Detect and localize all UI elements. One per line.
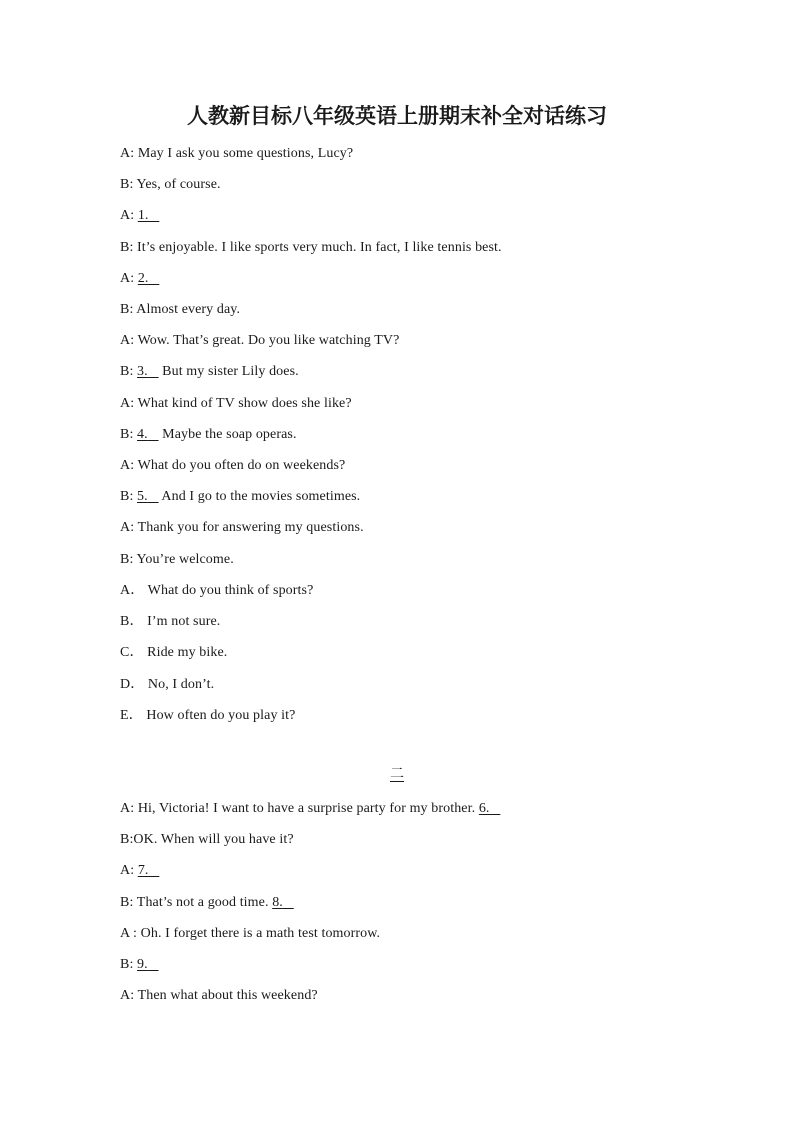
option-item: [120, 612, 220, 632]
dialogue-line: [120, 300, 240, 320]
speaker-label: B:: [120, 239, 134, 255]
dialogue-line: [120, 893, 294, 913]
line-text: May I ask you some questions, Lucy?: [137, 146, 354, 161]
dialogue-line: [120, 206, 159, 226]
page-title: 人教新目标八年级英语上册期末补全对话练习: [187, 103, 607, 128]
dialogue-line: [120, 394, 352, 414]
answer-blank[interactable]: 9.: [137, 957, 148, 972]
line-text-after: But my sister Lily does.: [162, 364, 299, 380]
speaker-label: A:: [120, 146, 135, 161]
option-letter: D．: [120, 676, 145, 692]
answer-blank[interactable]: 2.: [137, 270, 149, 286]
speaker-label: B:: [120, 551, 134, 567]
dialogue-line: [120, 955, 159, 975]
dialogue-line: [120, 238, 502, 258]
dialogue-line: [120, 175, 221, 195]
speaker-label: A:: [120, 395, 135, 411]
option-text: Ride my bike.: [147, 645, 228, 661]
speaker-label: A:: [120, 988, 135, 1004]
line-text: Thank you for answering my questions.: [137, 520, 364, 536]
speaker-label: B:: [120, 302, 134, 317]
option-item: [120, 675, 214, 695]
dialogue-line: [120, 518, 364, 538]
option-text: How often do you play it?: [146, 707, 296, 723]
speaker-label: B:: [120, 426, 134, 442]
answer-blank[interactable]: 5.: [137, 489, 148, 505]
line-text-after: Maybe the soap operas.: [162, 426, 297, 442]
dialogue-line: [120, 550, 234, 570]
answer-blank[interactable]: 8.: [272, 894, 283, 910]
option-item: [120, 581, 313, 601]
line-text: What do you often do on weekends?: [137, 458, 346, 473]
option-text: No, I don’t.: [147, 676, 215, 692]
speaker-label: A:: [120, 270, 135, 286]
option-item: [120, 643, 227, 663]
line-text: Wow. That’s great. Do you like watching TV?: [137, 333, 400, 349]
dialogue-line: [120, 425, 297, 445]
line-text: Oh. I forget there is a math test tomorrow.: [140, 925, 381, 941]
speaker-label: B:: [120, 489, 134, 505]
line-text: Then what about this weekend?: [137, 988, 318, 1004]
section-two-label: 二: [390, 767, 404, 782]
option-letter: E．: [120, 707, 143, 723]
line-text: You’re welcome.: [136, 551, 234, 567]
speaker-label: B:OK.: [120, 832, 158, 848]
speaker-label: B:: [120, 957, 134, 972]
option-item: [120, 706, 295, 726]
option-letter: C．: [120, 645, 144, 661]
speaker-label: B:: [120, 177, 134, 193]
line-text: Hi, Victoria! I want to have a surprise party for my brother.: [137, 801, 476, 816]
option-text: I’m not sure.: [147, 614, 221, 630]
dialogue-line: [120, 861, 159, 881]
answer-blank[interactable]: 7.: [137, 863, 149, 879]
line-text: When will you have it?: [160, 832, 294, 848]
dialogue-line: [120, 269, 159, 289]
speaker-label: A:: [120, 520, 135, 536]
speaker-label: A:: [120, 208, 135, 224]
dialogue-line: [120, 799, 500, 819]
option-letter: B．: [120, 614, 144, 630]
dialogue-line: [120, 924, 380, 944]
speaker-label: B:: [120, 364, 134, 380]
line-text: That’s not a good time.: [136, 894, 269, 910]
answer-blank[interactable]: 6.: [478, 801, 490, 816]
dialogue-line: [120, 331, 399, 351]
speaker-label: A:: [120, 333, 135, 349]
line-text: What kind of TV show does she like?: [137, 395, 352, 411]
dialogue-line: [120, 144, 353, 164]
option-text: What do you think of sports?: [147, 583, 314, 598]
speaker-label: A :: [120, 925, 138, 941]
answer-blank[interactable]: 3.: [137, 364, 148, 380]
answer-blank[interactable]: 1.: [137, 208, 149, 224]
answer-blank[interactable]: 4.: [137, 426, 148, 442]
section-heading: [0, 765, 794, 785]
dialogue-line: [120, 362, 299, 382]
line-text: Yes, of course.: [136, 177, 221, 193]
option-letter: A．: [120, 583, 145, 598]
line-text-after: And I go to the movies sometimes.: [161, 489, 361, 505]
speaker-label: A:: [120, 863, 135, 879]
dialogue-line: [120, 456, 345, 476]
line-text: Almost every day.: [136, 302, 241, 317]
line-text: It’s enjoyable. I like sports very much. In fact, I like tennis best.: [137, 239, 502, 255]
speaker-label: B:: [120, 894, 134, 910]
dialogue-line: [120, 487, 360, 507]
dialogue-line: [120, 986, 318, 1006]
speaker-label: A:: [120, 801, 135, 816]
dialogue-line: [120, 830, 294, 850]
speaker-label: A:: [120, 458, 135, 473]
